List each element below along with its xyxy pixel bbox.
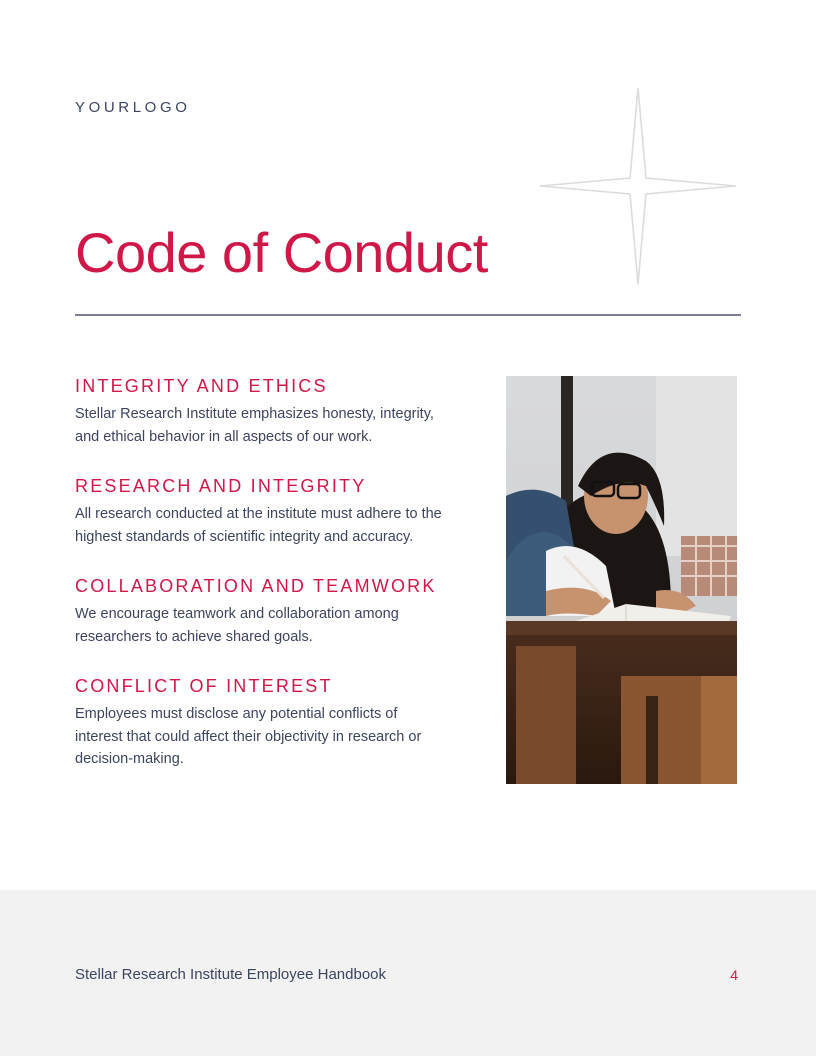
section-conflict-of-interest [75, 676, 475, 771]
footer-handbook-title: Stellar Research Institute Employee Handbook [75, 966, 387, 983]
section-body: All research conducted at the institute must adhere to the highest standards of scientific integrity and accuracy. [75, 506, 442, 545]
woman-studying-photo [506, 376, 737, 784]
section-body: Employees must disclose any potential conflicts of interest that could affect their objectivity in research or decision-making. [75, 706, 422, 767]
logo-text: YOURLOGO [75, 99, 191, 116]
section-heading: CONFLICT OF INTEREST [75, 676, 333, 696]
section-research-integrity [75, 476, 475, 548]
title-divider [75, 314, 741, 316]
section-body: Stellar Research Institute emphasizes honesty, integrity, and ethical behavior in all aspects of our work. [75, 406, 434, 445]
section-heading: COLLABORATION AND TEAMWORK [75, 576, 437, 596]
section-heading: INTEGRITY AND ETHICS [75, 376, 328, 396]
section-integrity-ethics [75, 376, 475, 448]
page-number: 4 [730, 967, 738, 983]
conduct-sections [75, 376, 475, 799]
footer [0, 890, 816, 1056]
section-body: We encourage teamwork and collaboration among researchers to achieve shared goals. [75, 606, 399, 645]
page-title: Code of Conduct [75, 221, 488, 284]
section-heading: RESEARCH AND INTEGRITY [75, 476, 367, 496]
star-icon [538, 86, 738, 286]
section-collaboration-teamwork [75, 576, 475, 648]
